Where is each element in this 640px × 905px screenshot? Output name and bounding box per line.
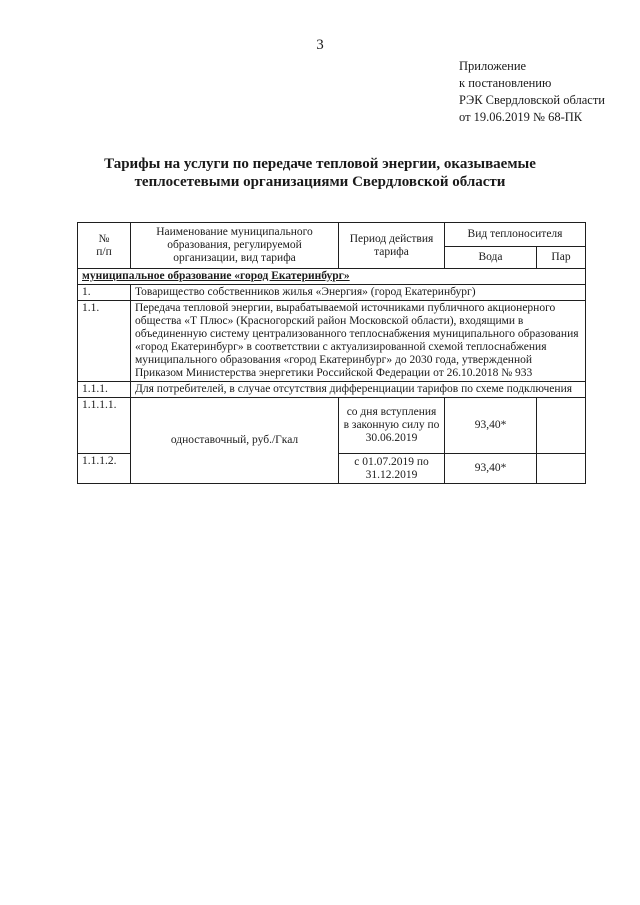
header-carrier: Вид теплоносителя [445,223,586,247]
header-num: № п/п [78,223,131,269]
row-num: 1. [78,285,131,301]
appendix-line: от 19.06.2019 № 68-ПК [459,110,583,124]
header-name: Наименование муниципального образования, регулируемой организации, вид тарифа [131,223,339,269]
tariff-table [77,222,586,484]
table-row [78,285,586,301]
title-line: теплосетевыми организациями Свердловской области [134,174,506,190]
table-row [78,382,586,398]
section-row [78,269,586,285]
tariff-period: с 01.07.2019 по 31.12.2019 [339,454,445,484]
tariff-type: одноставочный, руб./Гкал [131,398,339,484]
appendix-note [459,58,605,126]
table-header-row [78,223,586,247]
tariff-water-value: 93,40* [445,398,537,454]
document-title [90,155,550,191]
row-num: 1.1. [78,301,131,382]
row-num: 1.1.1.1. [78,398,131,454]
row-num: 1.1.1.2. [78,454,131,484]
section-label [78,269,586,285]
header-period: Период действия тарифа [339,223,445,269]
row-text: Для потребителей, в случае отсутствия дифференциации тарифов по схеме подключения [131,382,586,398]
tariff-period: со дня вступления в законную силу по 30.06.2019 [339,398,445,454]
row-text: Передача тепловой энергии, вырабатываемой источниками публичного акционерного общества «Т Плюс» (Красногорский район Московской области), входящими в объединенную систему централизованного теплоснабжения муниципального образования «город Екатеринбург» в соответствии с актуализированной схемой теплоснабжения муниципального образования «город Екатеринбург» до 2030 года, утвержденной Приказом Министерства энергетики Российской Федерации от 26.10.2018 № 933 [131,301,586,382]
header-water: Вода [445,247,537,269]
appendix-line: РЭК Свердловской области [459,93,605,107]
row-num: 1.1.1. [78,382,131,398]
header-steam: Пар [537,247,586,269]
page-number: 3 [316,37,324,53]
title-line: Тарифы на услуги по передаче тепловой энергии, оказываемые [104,156,536,172]
row-text: Товарищество собственников жилья «Энергия» (город Екатеринбург) [131,285,586,301]
tariff-steam-value [537,398,586,454]
tariff-steam-value [537,454,586,484]
tariff-row [78,398,586,454]
appendix-line: Приложение [459,59,527,73]
tariff-water-value: 93,40* [445,454,537,484]
table-row [78,301,586,382]
appendix-line: к постановлению [459,76,552,90]
section-label-text: муниципальное образование «город Екатеринбург» [82,270,350,282]
